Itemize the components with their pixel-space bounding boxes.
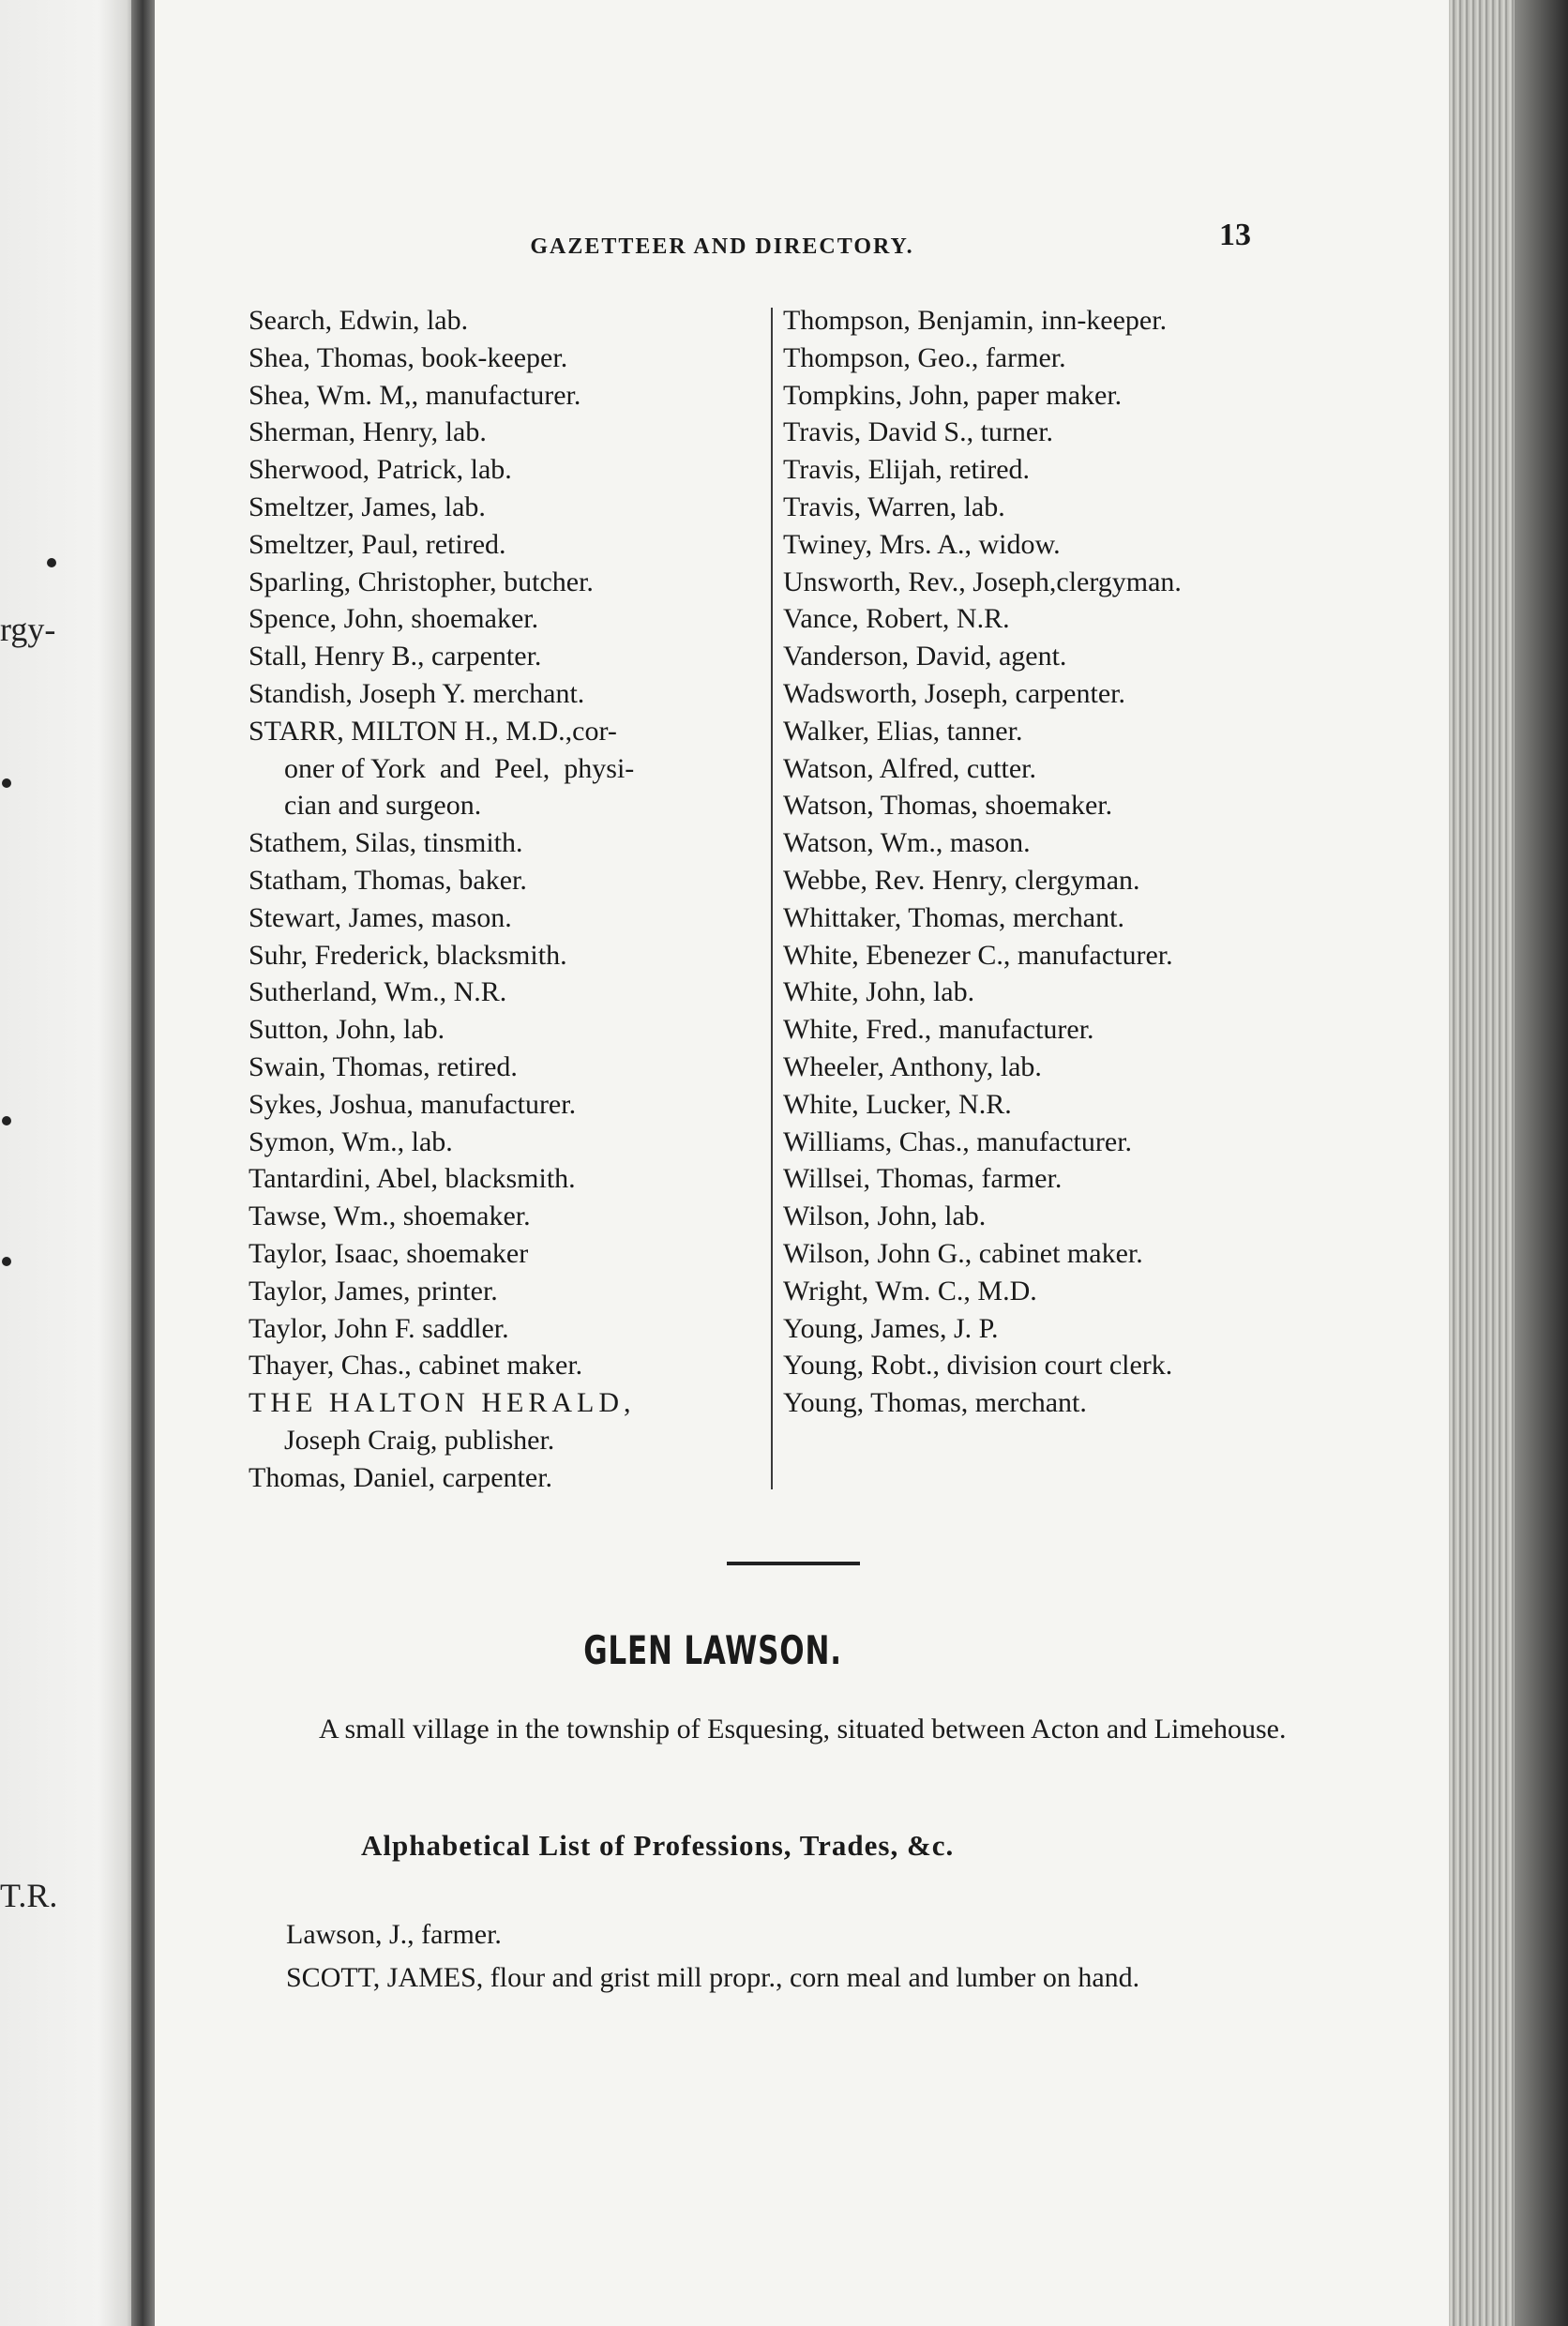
directory-entry: Sherman, Henry, lab.	[249, 416, 487, 448]
directory-entry: Statham, Thomas, baker.	[249, 864, 527, 896]
ink-speck	[2, 1257, 11, 1266]
directory-right-column	[783, 302, 1308, 1422]
directory-entry: Taylor, James, printer.	[249, 1275, 498, 1306]
directory-entry: White, Ebenezer C., manufacturer.	[783, 939, 1173, 971]
directory-entry: Shea, Thomas, book-keeper.	[249, 341, 568, 373]
directory-entry: Stall, Henry B., carpenter.	[249, 641, 542, 672]
directory-entry: White, Fred., manufacturer.	[783, 1014, 1094, 1046]
directory-entry: Wilson, John G., cabinet maker.	[783, 1237, 1143, 1269]
facing-page	[0, 0, 141, 2326]
directory-entry: Travis, David S., turner.	[783, 416, 1054, 448]
directory-entry: Thomas, Daniel, carpenter.	[249, 1461, 553, 1493]
section-title: GLEN LAWSON.	[583, 1627, 842, 1673]
directory-entry: Sutherland, Wm., N.R.	[249, 976, 507, 1008]
directory-entry: Twiney, Mrs. A., widow.	[783, 528, 1061, 560]
section-intro: A small village in the township of Esquesing, situated between Acton and Limehouse.	[319, 1714, 1287, 1744]
directory-entry: Taylor, Isaac, shoemaker	[249, 1237, 529, 1269]
directory-entry: Unsworth, Rev., Joseph,clergyman.	[783, 566, 1182, 597]
ink-speck	[2, 1116, 11, 1125]
directory-entry: Vance, Robert, N.R.	[783, 603, 1010, 635]
directory-entry: Watson, Alfred, cutter.	[783, 752, 1037, 784]
directory-entry: Young, Thomas, merchant.	[783, 1387, 1087, 1419]
directory-entry: Watson, Thomas, shoemaker.	[783, 790, 1113, 822]
directory-entry: White, John, lab.	[783, 976, 975, 1008]
directory-entry: Walker, Elias, tanner.	[783, 715, 1023, 747]
directory-entry: Thompson, Geo., farmer.	[783, 341, 1066, 373]
directory-entry: Thompson, Benjamin, inn-keeper.	[783, 305, 1168, 336]
directory-entry: Sparling, Christopher, butcher.	[249, 566, 594, 597]
directory-entry: Tantardini, Abel, blacksmith.	[249, 1163, 576, 1195]
directory-entry: Wheeler, Anthony, lab.	[783, 1050, 1042, 1082]
directory-entry: Williams, Chas., manufacturer.	[783, 1125, 1133, 1157]
directory-entry: Shea, Wm. M,, manufacturer.	[249, 379, 581, 411]
page-edges	[1449, 0, 1568, 2326]
directory-entry: Tompkins, John, paper maker.	[783, 379, 1123, 411]
directory-entry: Sutton, John, lab.	[249, 1014, 445, 1046]
running-head: GAZETTEER AND DIRECTORY.	[530, 234, 914, 259]
directory-entry: Travis, Warren, lab.	[783, 491, 1005, 522]
ink-speck	[47, 558, 56, 567]
directory-entry: White, Lucker, N.R.	[783, 1088, 1012, 1120]
directory-entry: Smeltzer, Paul, retired.	[249, 528, 506, 560]
directory-entry: Standish, Joseph Y. merchant.	[249, 677, 585, 709]
directory-entry: Wilson, John, lab.	[783, 1201, 987, 1232]
directory-entry: Young, Robt., division court clerk.	[783, 1350, 1173, 1382]
directory-entry-continuation: oner of York and Peel, physi-	[284, 752, 635, 784]
directory-entry: THE HALTON HERALD,	[249, 1387, 636, 1419]
directory-entry: Young, James, J. P.	[783, 1312, 999, 1344]
directory-left-column	[249, 302, 774, 1497]
directory-entry: Willsei, Thomas, farmer.	[783, 1163, 1063, 1195]
directory-entry: Sherwood, Patrick, lab.	[249, 454, 512, 486]
page-number: 13	[1219, 218, 1251, 252]
directory-entry: Sykes, Joshua, manufacturer.	[249, 1088, 577, 1120]
directory-entry: Wright, Wm. C., M.D.	[783, 1275, 1037, 1306]
directory-entry: Smeltzer, James, lab.	[249, 491, 486, 522]
facing-page-fragment: rgy-	[0, 611, 56, 648]
list-item: SCOTT, JAMES, flour and grist mill propr., corn meal and lumber on hand.	[286, 1962, 1140, 1993]
directory-entry: STARR, MILTON H., M.D.,cor-	[249, 715, 617, 747]
directory-entry: Whittaker, Thomas, merchant.	[783, 901, 1124, 933]
facing-page-fragment: T.R.	[0, 1877, 58, 1914]
section-divider	[727, 1562, 860, 1565]
directory-entry: Webbe, Rev. Henry, clergyman.	[783, 864, 1140, 896]
directory-entry-continuation: Joseph Craig, publisher.	[284, 1424, 555, 1456]
column-divider	[771, 308, 773, 1489]
trades-list	[286, 1913, 1327, 2000]
directory-entry: Search, Edwin, lab.	[249, 305, 469, 336]
directory-entry: Stewart, James, mason.	[249, 901, 512, 933]
directory-entry: Vanderson, David, agent.	[783, 641, 1067, 672]
directory-entry: Watson, Wm., mason.	[783, 827, 1031, 859]
directory-entry: Stathem, Silas, tinsmith.	[249, 827, 523, 859]
directory-entry-continuation: cian and surgeon.	[284, 790, 482, 822]
directory-entry: Spence, John, shoemaker.	[249, 603, 539, 635]
directory-entry: Suhr, Frederick, blacksmith.	[249, 939, 567, 971]
ink-speck	[2, 778, 11, 788]
directory-entry: Swain, Thomas, retired.	[249, 1050, 518, 1082]
directory-entry: Travis, Elijah, retired.	[783, 454, 1031, 486]
directory-entry: Wadsworth, Joseph, carpenter.	[783, 677, 1125, 709]
list-heading: Alphabetical List of Professions, Trades, &c.	[361, 1829, 955, 1862]
directory-entry: Symon, Wm., lab.	[249, 1125, 453, 1157]
directory-entry: Taylor, John F. saddler.	[249, 1312, 509, 1344]
list-item: Lawson, J., farmer.	[286, 1919, 502, 1950]
directory-entry: Tawse, Wm., shoemaker.	[249, 1201, 531, 1232]
directory-entry: Thayer, Chas., cabinet maker.	[249, 1350, 583, 1382]
